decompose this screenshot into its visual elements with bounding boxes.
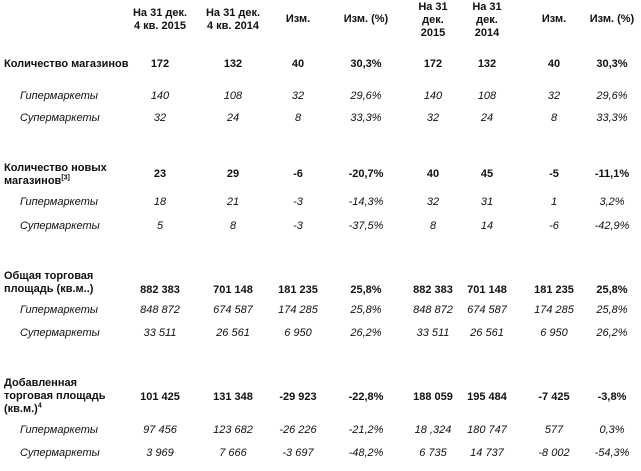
table-cell: 33,3% xyxy=(350,112,382,124)
table-cell: 132 xyxy=(477,58,497,70)
table-cell: 29,6% xyxy=(350,90,382,102)
table-cell: -37,5% xyxy=(348,220,384,232)
table-cell: -21,2% xyxy=(348,424,384,436)
row-label: Супермаркеты xyxy=(20,220,100,232)
column-header: Изм. (%) xyxy=(589,13,635,25)
table-cell: 848 872 xyxy=(140,304,180,316)
table-cell: -29 923 xyxy=(279,391,317,403)
table-cell: 701 148 xyxy=(213,284,253,296)
table-cell: 97 456 xyxy=(143,424,177,436)
table-cell: 674 587 xyxy=(467,304,507,316)
table-cell: 701 148 xyxy=(467,284,507,296)
row-label: Общая торговая площадь (кв.м..) xyxy=(4,270,94,295)
table-cell: 674 587 xyxy=(213,304,253,316)
table-cell: -3 xyxy=(293,196,303,208)
table-cell: -48,2% xyxy=(348,447,384,459)
column-header: На 31 дек. 2014 xyxy=(472,1,502,39)
table-cell: 18 ,324 xyxy=(414,424,452,436)
table-cell: 33,3% xyxy=(596,112,628,124)
table-cell: 32 xyxy=(426,112,440,124)
table-cell: 0,3% xyxy=(599,424,625,436)
table-cell: 181 235 xyxy=(534,284,574,296)
table-cell: 25,8% xyxy=(350,304,382,316)
row-label: Количество новых магазинов[3] xyxy=(4,162,107,187)
footnote-ref: [3] xyxy=(61,174,70,182)
table-cell: -22,8% xyxy=(348,391,384,403)
column-header: Изм. xyxy=(285,13,311,25)
table-cell: 30,3% xyxy=(596,58,628,70)
column-header: Изм. xyxy=(541,13,567,25)
table-cell: 181 235 xyxy=(278,284,318,296)
table-cell: 21 xyxy=(226,196,240,208)
table-cell: -6 xyxy=(549,220,559,232)
table-cell: -42,9% xyxy=(594,220,630,232)
table-cell: 40 xyxy=(426,168,440,180)
table-cell: 25,8% xyxy=(350,284,382,296)
row-label: Гипермаркеты xyxy=(20,90,99,102)
table-cell: -8 002 xyxy=(538,447,570,459)
row-label: Добавленная торговая площадь $(кв.м.)^4$ xyxy=(4,377,106,415)
table-cell: 23 xyxy=(153,168,167,180)
row-label: Гипермаркеты xyxy=(20,424,99,436)
table-cell: 174 285 xyxy=(278,304,318,316)
table-cell: 6 950 xyxy=(284,327,312,339)
table-cell: 26,2% xyxy=(350,327,382,339)
table-cell: 132 xyxy=(223,58,243,70)
table-cell: 32 xyxy=(547,90,561,102)
row-label: Супермаркеты xyxy=(20,112,100,124)
table-cell: 8 xyxy=(229,220,237,232)
table-cell: 848 872 xyxy=(413,304,453,316)
table-cell: 188 059 xyxy=(413,391,453,403)
table-cell: 32 xyxy=(291,90,305,102)
table-cell: 26 561 xyxy=(470,327,504,339)
column-header: Изм. (%) xyxy=(343,13,389,25)
table-cell: 7 666 xyxy=(219,447,247,459)
table-cell: -14,3% xyxy=(348,196,384,208)
table-cell: -7 425 xyxy=(538,391,570,403)
table-cell: 31 xyxy=(480,196,494,208)
table-cell: 882 383 xyxy=(140,284,180,296)
row-label: Количество магазинов xyxy=(4,58,129,70)
table-cell: 180 747 xyxy=(467,424,507,436)
table-cell: 8 xyxy=(429,220,437,232)
table-cell: 25,8% xyxy=(596,284,628,296)
table-cell: 18 xyxy=(153,196,167,208)
table-cell: 40 xyxy=(547,58,561,70)
table-cell: 45 xyxy=(480,168,494,180)
table-cell: -20,7% xyxy=(348,168,384,180)
row-label: Супермаркеты xyxy=(20,447,100,459)
table-cell: -54,3% xyxy=(594,447,630,459)
row-label: Гипермаркеты xyxy=(20,196,99,208)
table-cell: 123 682 xyxy=(213,424,253,436)
table-cell: 108 xyxy=(477,90,497,102)
table-cell: 32 xyxy=(153,112,167,124)
table-cell: -5 xyxy=(549,168,559,180)
table-cell: 577 xyxy=(544,424,564,436)
table-cell: 174 285 xyxy=(534,304,574,316)
table-cell: 131 348 xyxy=(213,391,253,403)
table-cell: 29,6% xyxy=(596,90,628,102)
column-header: На 31 дек. 2015 xyxy=(418,1,448,39)
table-cell: -6 xyxy=(293,168,303,180)
table-cell: 24 xyxy=(480,112,494,124)
table-cell: -11,1% xyxy=(594,168,630,180)
table-cell: 33 511 xyxy=(416,327,450,339)
table-cell: 108 xyxy=(223,90,243,102)
table-cell: 6 950 xyxy=(540,327,568,339)
table-cell: 26 561 xyxy=(216,327,250,339)
footnote-ref: 4 xyxy=(37,402,42,410)
table-cell: 3,2% xyxy=(599,196,625,208)
table-cell: 29 xyxy=(226,168,240,180)
column-header: На 31 дек. 4 кв. 2015 xyxy=(132,7,188,32)
table-cell: 32 xyxy=(426,196,440,208)
table-cell: 8 xyxy=(294,112,302,124)
table-cell: 172 xyxy=(150,58,170,70)
table-cell: 3 969 xyxy=(146,447,174,459)
row-label: Супермаркеты xyxy=(20,327,100,339)
table-cell: 33 511 xyxy=(143,327,177,339)
column-header: На 31 дек. 4 кв. 2014 xyxy=(205,7,261,32)
table-cell: 140 xyxy=(423,90,443,102)
table-cell: 24 xyxy=(226,112,240,124)
table-cell: 172 xyxy=(423,58,443,70)
table-cell: -3 697 xyxy=(282,447,314,459)
table-cell: 1 xyxy=(550,196,558,208)
table-cell: 40 xyxy=(291,58,305,70)
table-cell: 195 484 xyxy=(467,391,507,403)
table-cell: 5 xyxy=(156,220,164,232)
table-cell: 8 xyxy=(550,112,558,124)
table-cell: -3 xyxy=(293,220,303,232)
table-cell: 140 xyxy=(150,90,170,102)
table-cell: 14 xyxy=(480,220,494,232)
table-cell: 25,8% xyxy=(596,304,628,316)
table-cell: 14 737 xyxy=(470,447,504,459)
table-cell: -26 226 xyxy=(279,424,317,436)
table-cell: -3,8% xyxy=(597,391,627,403)
table-cell: 882 383 xyxy=(413,284,453,296)
row-label: Гипермаркеты xyxy=(20,304,99,316)
table-cell: 30,3% xyxy=(350,58,382,70)
table-cell: 26,2% xyxy=(596,327,628,339)
table-cell: 6 735 xyxy=(419,447,447,459)
table-cell: 101 425 xyxy=(140,391,180,403)
